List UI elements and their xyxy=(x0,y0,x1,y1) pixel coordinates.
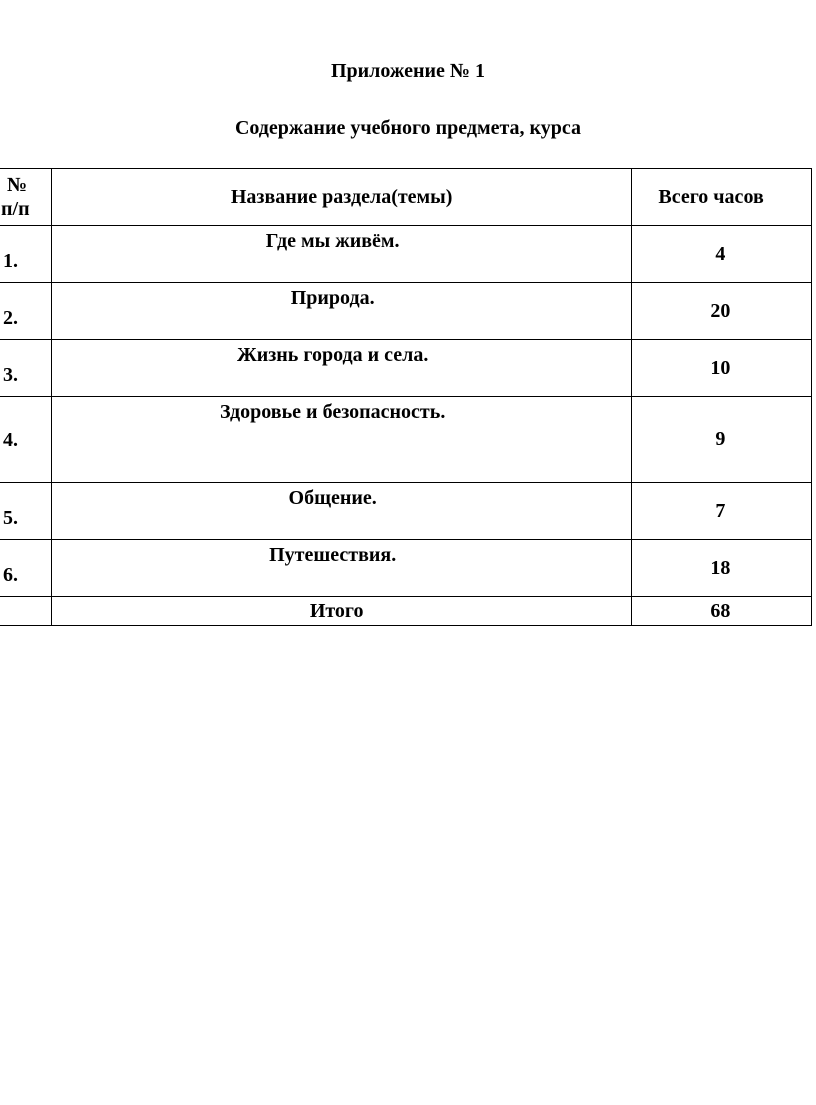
table-row xyxy=(0,226,812,283)
row-section-name: Здоровье и безопасность. xyxy=(51,397,631,483)
row-number: 3. xyxy=(0,340,51,397)
row-hours-value: 10 xyxy=(710,356,731,379)
row-number: 2. xyxy=(0,283,51,340)
row-hours xyxy=(632,540,812,597)
row-hours xyxy=(632,283,812,340)
header-number-line2: п/п xyxy=(1,198,30,220)
content-table xyxy=(0,168,812,626)
row-hours-value: 4 xyxy=(715,242,726,265)
row-section-name: Жизнь города и села. xyxy=(51,340,631,397)
row-number: 5. xyxy=(0,483,51,540)
header-number-line1: № xyxy=(7,174,28,196)
row-number: 1. xyxy=(0,226,51,283)
total-empty-cell xyxy=(0,597,51,626)
row-section-name: Природа. xyxy=(51,283,631,340)
row-hours xyxy=(632,397,812,483)
table-row xyxy=(0,340,812,397)
row-number: 4. xyxy=(0,397,51,483)
section-title: Содержание учебного предмета, курса xyxy=(234,117,582,139)
header-number xyxy=(0,169,51,226)
table-row xyxy=(0,283,812,340)
table-total-row xyxy=(0,597,812,626)
total-label: Итого xyxy=(51,597,631,626)
row-hours xyxy=(632,483,812,540)
row-hours xyxy=(632,340,812,397)
table-row xyxy=(0,483,812,540)
header-total-hours: Всего часов xyxy=(632,169,812,226)
row-hours-value: 20 xyxy=(710,299,731,322)
row-hours xyxy=(632,226,812,283)
table-header-row xyxy=(0,169,812,226)
appendix-title: Приложение № 1 xyxy=(330,60,486,82)
table-row xyxy=(0,397,812,483)
total-hours-value: 68 xyxy=(710,599,731,622)
header-section-name: Название раздела(темы) xyxy=(51,169,631,226)
row-section-name: Где мы живём. xyxy=(51,226,631,283)
total-hours xyxy=(632,597,812,626)
row-section-name: Путешествия. xyxy=(51,540,631,597)
row-number: 6. xyxy=(0,540,51,597)
row-section-name: Общение. xyxy=(51,483,631,540)
row-hours-value: 18 xyxy=(710,556,731,579)
row-hours-value: 9 xyxy=(715,428,726,450)
row-hours-value: 7 xyxy=(715,499,726,522)
table-row xyxy=(0,540,812,597)
